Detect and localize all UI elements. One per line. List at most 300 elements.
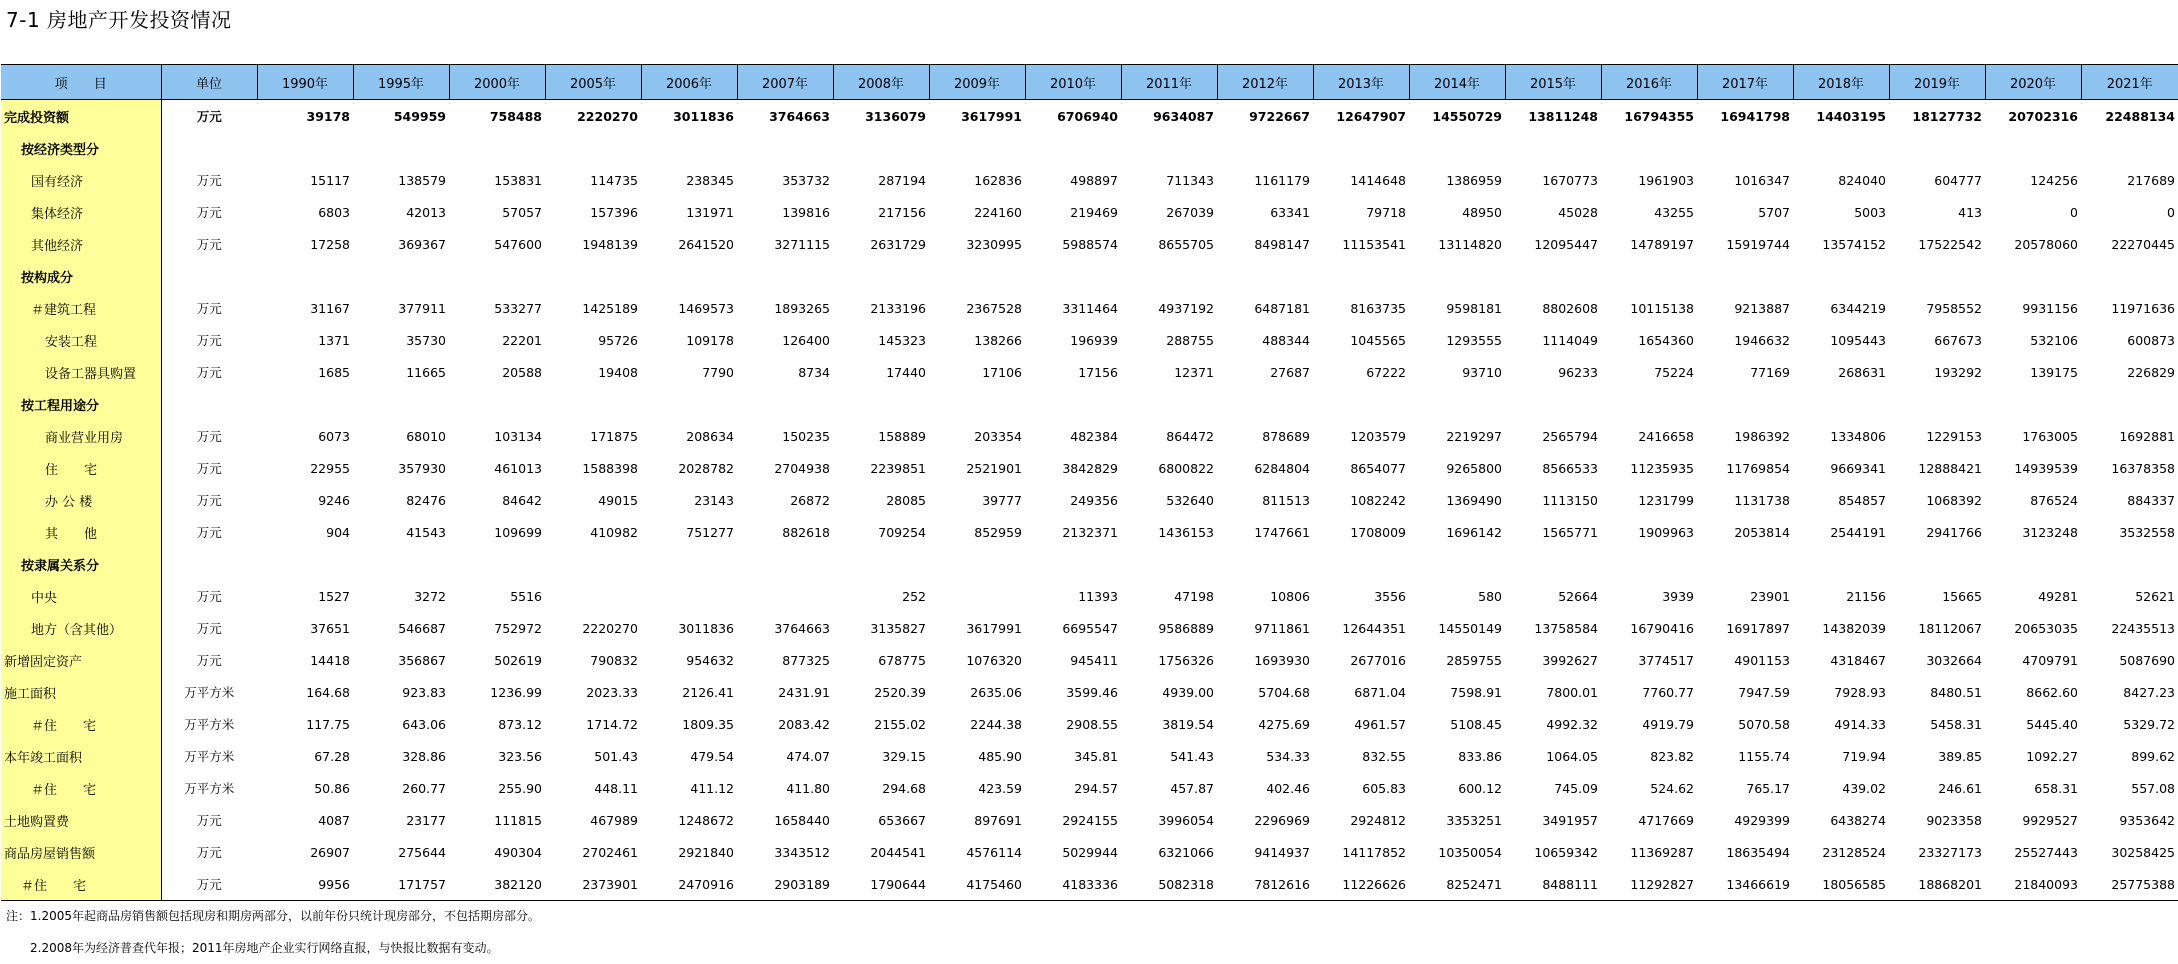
- table-cell: 2244.38: [970, 716, 1022, 732]
- row-unit: 万平方米: [184, 781, 235, 796]
- table-cell: 96233: [1558, 364, 1598, 380]
- table-cell: 39178: [306, 108, 350, 124]
- table-cell: 605.83: [1362, 780, 1406, 796]
- row-unit: 万平方米: [184, 717, 235, 732]
- table-cell: 1790644: [833, 868, 929, 901]
- table-cell: 2702461: [582, 844, 638, 860]
- table-cell: 5029944: [1062, 844, 1118, 860]
- table-cell: 1588398: [582, 460, 638, 476]
- table-cell: 79718: [1366, 204, 1406, 220]
- table-cell: 954632: [686, 652, 734, 668]
- row-label: 商品房屋销售额: [1, 836, 161, 868]
- table-cell: 811513: [1262, 492, 1310, 508]
- table-cell: 356867: [398, 652, 446, 668]
- header-year: 2009年: [929, 65, 1025, 100]
- table-cell: 11153541: [1342, 236, 1406, 252]
- header-year: 2018年: [1793, 65, 1889, 100]
- table-row: [1, 868, 2178, 901]
- table-cell: 23901: [1750, 588, 1790, 604]
- row-unit: 万元: [196, 237, 222, 252]
- table-cell: 524.62: [1650, 780, 1694, 796]
- table-cell: 14403195: [1816, 108, 1886, 124]
- table-row: [1, 260, 2178, 292]
- table-cell: 287194: [878, 172, 926, 188]
- table-cell: 1229153: [1926, 428, 1982, 444]
- table-cell: 3764663: [774, 620, 830, 636]
- table-cell: 10115138: [1630, 300, 1694, 316]
- table-cell: 23143: [694, 492, 734, 508]
- table-cell: 1161179: [1254, 172, 1310, 188]
- table-cell: 1714.72: [586, 716, 638, 732]
- header-year: 2017年: [1697, 65, 1793, 100]
- table-row: [1, 388, 2178, 420]
- table-cell: 19408: [598, 364, 638, 380]
- table-cell: [1313, 260, 1409, 292]
- table-cell: 5329.72: [2123, 716, 2175, 732]
- table-cell: 260.77: [402, 780, 446, 796]
- table-cell: [1985, 132, 2081, 164]
- table-cell: 13811248: [1528, 108, 1598, 124]
- table-cell: 3491957: [1542, 812, 1598, 828]
- table-cell: 3599.46: [1066, 684, 1118, 700]
- table-cell: 75224: [1654, 364, 1694, 380]
- table-cell: 16378358: [2111, 460, 2175, 476]
- table-cell: 9414937: [1254, 844, 1310, 860]
- table-cell: 82476: [406, 492, 446, 508]
- table-cell: 1064.05: [1546, 748, 1598, 764]
- table-cell: 2470916: [641, 868, 737, 901]
- table-cell: 479.54: [690, 748, 734, 764]
- table-cell: 1425189: [582, 300, 638, 316]
- header-year: 2019年: [1889, 65, 1985, 100]
- table-cell: 357930: [398, 460, 446, 476]
- table-cell: 31167: [310, 300, 350, 316]
- table-cell: 389.85: [1938, 748, 1982, 764]
- table-cell: 49015: [598, 492, 638, 508]
- table-cell: 2416658: [1638, 428, 1694, 444]
- table-cell: 11235935: [1630, 460, 1694, 476]
- table-row: [1, 196, 2178, 228]
- table-cell: 9722667: [1249, 108, 1310, 124]
- table-cell: 17522542: [1918, 236, 1982, 252]
- table-cell: 2903189: [737, 868, 833, 901]
- table-cell: 117.75: [306, 716, 350, 732]
- table-cell: 14418: [310, 652, 350, 668]
- row-unit: 万元: [196, 653, 222, 668]
- table-header-row: [1, 65, 2178, 100]
- table-cell: 50.86: [314, 780, 350, 796]
- table-cell: [1889, 388, 1985, 420]
- table-cell: [1025, 548, 1121, 580]
- table-cell: 488344: [1262, 332, 1310, 348]
- table-cell: 138266: [974, 332, 1022, 348]
- row-unit: 万元: [196, 813, 222, 828]
- table-cell: [737, 580, 833, 612]
- table-cell: 1747661: [1254, 524, 1310, 540]
- table-cell: 11665: [406, 364, 446, 380]
- table-cell: [353, 548, 449, 580]
- table-cell: 2296969: [1254, 812, 1310, 828]
- table-cell: 26907: [310, 844, 350, 860]
- header-year: 1995年: [353, 65, 449, 100]
- table-cell: 145323: [878, 332, 926, 348]
- table-cell: [1697, 388, 1793, 420]
- table-cell: 467989: [590, 812, 638, 828]
- table-cell: [545, 548, 641, 580]
- table-cell: 8654077: [1350, 460, 1406, 476]
- table-cell: 3353251: [1446, 812, 1502, 828]
- table-cell: 3311464: [1062, 300, 1118, 316]
- table-cell: 13574152: [1822, 236, 1886, 252]
- table-cell: 2924155: [1062, 812, 1118, 828]
- table-cell: 8252471: [1409, 868, 1505, 901]
- table-cell: 18127732: [1912, 108, 1982, 124]
- row-label: 按经济类型分: [1, 132, 161, 164]
- table-cell: 8566533: [1542, 460, 1598, 476]
- table-cell: 923.83: [402, 684, 446, 700]
- table-cell: [1121, 260, 1217, 292]
- table-cell: 678775: [878, 652, 926, 668]
- table-cell: [1697, 548, 1793, 580]
- row-label: 中央: [1, 580, 161, 612]
- table-cell: 323.56: [498, 748, 542, 764]
- row-label: 其他经济: [1, 228, 161, 260]
- table-cell: 48950: [1462, 204, 1502, 220]
- table-cell: 3272: [414, 588, 446, 604]
- table-cell: 224160: [974, 204, 1022, 220]
- table-cell: [449, 260, 545, 292]
- table-cell: 3819.54: [1162, 716, 1214, 732]
- table-cell: 18635494: [1726, 844, 1790, 860]
- table-row: [1, 132, 2178, 164]
- table-cell: 411.12: [690, 780, 734, 796]
- table-cell: [641, 132, 737, 164]
- header-year: 2011年: [1121, 65, 1217, 100]
- table-cell: 1708009: [1350, 524, 1406, 540]
- header-year: 1990年: [257, 65, 353, 100]
- row-unit: 万元: [196, 109, 222, 124]
- table-cell: 2521901: [966, 460, 1022, 476]
- table-cell: 485.90: [978, 748, 1022, 764]
- header-year: 2014年: [1409, 65, 1505, 100]
- table-cell: 2126.41: [682, 684, 734, 700]
- table-cell: 15919744: [1726, 236, 1790, 252]
- table-cell: 9598181: [1446, 300, 1502, 316]
- table-cell: 1414648: [1350, 172, 1406, 188]
- table-cell: [833, 548, 929, 580]
- table-cell: 3532558: [2119, 524, 2175, 540]
- header-year: 2007年: [737, 65, 833, 100]
- table-cell: 490304: [494, 844, 542, 860]
- table-cell: 219469: [1070, 204, 1118, 220]
- table-cell: 193292: [1934, 364, 1982, 380]
- page-title: 7-1 房地产开发投资情况: [6, 8, 232, 32]
- table-cell: 377911: [398, 300, 446, 316]
- table-cell: 11971636: [2111, 300, 2175, 316]
- table-cell: 267039: [1166, 204, 1214, 220]
- table-cell: [929, 388, 1025, 420]
- table-cell: 2677016: [1350, 652, 1406, 668]
- table-cell: 2239851: [870, 460, 926, 476]
- table-cell: 1131738: [1734, 492, 1790, 508]
- table-cell: 329.15: [882, 748, 926, 764]
- table-cell: 9246: [318, 492, 350, 508]
- table-cell: 12644351: [1342, 620, 1406, 636]
- row-unit: 万平方米: [184, 685, 235, 700]
- table-cell: 1114049: [1542, 332, 1598, 348]
- table-cell: 2635.06: [970, 684, 1022, 700]
- table-cell: 139175: [2030, 364, 2078, 380]
- table-cell: 226829: [2127, 364, 2175, 380]
- table-cell: 1248672: [678, 812, 734, 828]
- table-cell: [1697, 132, 1793, 164]
- table-cell: 2544191: [1830, 524, 1886, 540]
- table-cell: 852959: [974, 524, 1022, 540]
- table-cell: 67222: [1366, 364, 1406, 380]
- table-cell: 16917897: [1726, 620, 1790, 636]
- table-cell: [1409, 132, 1505, 164]
- table-cell: 14789197: [1630, 236, 1694, 252]
- table-cell: 1082242: [1350, 492, 1406, 508]
- table-cell: [1025, 132, 1121, 164]
- table-cell: 7800.01: [1546, 684, 1598, 700]
- table-cell: 138579: [398, 172, 446, 188]
- table-cell: 1076320: [966, 652, 1022, 668]
- table-cell: 4939.00: [1162, 684, 1214, 700]
- table-cell: 9213887: [1734, 300, 1790, 316]
- table-cell: 4914.33: [1834, 716, 1886, 732]
- table-cell: 5082318: [1121, 868, 1217, 901]
- table-cell: 534.33: [1266, 748, 1310, 764]
- table-cell: [737, 260, 833, 292]
- table-cell: 353732: [782, 172, 830, 188]
- table-cell: 131971: [686, 204, 734, 220]
- table-cell: 23128524: [1822, 844, 1886, 860]
- table-cell: 3011836: [678, 620, 734, 636]
- table-cell: 6073: [318, 428, 350, 444]
- table-cell: 5458.31: [1930, 716, 1982, 732]
- table-cell: [1313, 548, 1409, 580]
- table-cell: [1217, 388, 1313, 420]
- table-cell: [641, 260, 737, 292]
- table-cell: 6321066: [1158, 844, 1214, 860]
- table-cell: 502619: [494, 652, 542, 668]
- table-cell: 1961903: [1638, 172, 1694, 188]
- table-cell: 111815: [494, 812, 542, 828]
- table-row: [1, 100, 2178, 133]
- table-cell: [257, 260, 353, 292]
- table-cell: 18112067: [1918, 620, 1982, 636]
- header-year: 2016年: [1601, 65, 1697, 100]
- table-cell: 3842829: [1062, 460, 1118, 476]
- table-cell: 600.12: [1458, 780, 1502, 796]
- row-label: 商业营业用房: [1, 420, 161, 452]
- table-cell: 752972: [494, 620, 542, 636]
- table-cell: 711343: [1166, 172, 1214, 188]
- table-cell: 532640: [1166, 492, 1214, 508]
- table-cell: 2023.33: [586, 684, 638, 700]
- table-row: [1, 324, 2178, 356]
- table-cell: 402.46: [1266, 780, 1310, 796]
- table-cell: [1985, 260, 2081, 292]
- table-cell: 439.02: [1842, 780, 1886, 796]
- table-cell: 42013: [406, 204, 446, 220]
- table-cell: [1121, 388, 1217, 420]
- row-unit: 万元: [196, 365, 222, 380]
- table-cell: 533277: [494, 300, 542, 316]
- table-cell: 4937192: [1158, 300, 1214, 316]
- table-cell: 10350054: [1438, 844, 1502, 860]
- table-cell: 328.86: [402, 748, 446, 764]
- table-cell: 8802608: [1542, 300, 1598, 316]
- table-cell: 4919.79: [1642, 716, 1694, 732]
- table-cell: 873.12: [498, 716, 542, 732]
- table-cell: 4709791: [2022, 652, 2078, 668]
- table-cell: 95726: [598, 332, 638, 348]
- table-cell: 4275.69: [1258, 716, 1310, 732]
- table-body: [1, 100, 2178, 901]
- table-cell: 12095447: [1534, 236, 1598, 252]
- table-cell: 2859755: [1446, 652, 1502, 668]
- table-cell: 7790: [702, 364, 734, 380]
- table-cell: 4087: [318, 812, 350, 828]
- footnote-2: 2.2008年为经济普查代年报；2011年房地产企业实行网络直报，与快报比数据有变动。: [6, 941, 499, 955]
- table-cell: 9353642: [2119, 812, 2175, 828]
- table-cell: [353, 132, 449, 164]
- table-cell: 878689: [1262, 428, 1310, 444]
- table-cell: [1793, 388, 1889, 420]
- table-cell: 12371: [1174, 364, 1214, 380]
- table-cell: [1505, 548, 1601, 580]
- table-cell: 3764663: [769, 108, 830, 124]
- table-cell: [641, 388, 737, 420]
- table-cell: 2044541: [870, 844, 926, 860]
- table-cell: 1685: [318, 364, 350, 380]
- table-row: [1, 356, 2178, 388]
- row-label: 设备工器具购置: [1, 356, 161, 388]
- table-cell: 3343512: [774, 844, 830, 860]
- table-row: [1, 580, 2178, 612]
- table-cell: 6438274: [1830, 812, 1886, 828]
- table-cell: [1697, 260, 1793, 292]
- table-cell: [1601, 132, 1697, 164]
- table-cell: 3271115: [774, 236, 830, 252]
- table-cell: 153831: [494, 172, 542, 188]
- table-cell: [1217, 132, 1313, 164]
- table-cell: 5108.45: [1450, 716, 1502, 732]
- table-cell: 3774517: [1638, 652, 1694, 668]
- table-cell: 1565771: [1542, 524, 1598, 540]
- row-label: 完成投资额: [1, 100, 161, 133]
- table-cell: 164.68: [306, 684, 350, 700]
- table-cell: 7947.59: [1738, 684, 1790, 700]
- table-cell: 2908.55: [1066, 716, 1118, 732]
- table-cell: 3123248: [2022, 524, 2078, 540]
- table-cell: 876524: [2030, 492, 2078, 508]
- table-cell: 9265800: [1446, 460, 1502, 476]
- table-cell: 9586889: [1158, 620, 1214, 636]
- row-unit: [161, 132, 257, 164]
- table-cell: 8488111: [1505, 868, 1601, 901]
- table-row: [1, 164, 2178, 196]
- row-label: 施工面积: [1, 676, 161, 708]
- table-cell: 18056585: [1793, 868, 1889, 901]
- table-cell: 217156: [878, 204, 926, 220]
- table-cell: [545, 388, 641, 420]
- table-cell: [929, 580, 1025, 612]
- row-label: 地方（含其他）: [1, 612, 161, 644]
- table-cell: 2053814: [1734, 524, 1790, 540]
- table-cell: [1601, 548, 1697, 580]
- table-cell: 8498147: [1254, 236, 1310, 252]
- table-cell: 9931156: [2022, 300, 2078, 316]
- table-cell: 2219297: [1446, 428, 1502, 444]
- table-cell: 4961.57: [1354, 716, 1406, 732]
- table-cell: [353, 388, 449, 420]
- table-cell: 13758584: [1534, 620, 1598, 636]
- table-cell: 249356: [1070, 492, 1118, 508]
- table-cell: 10659342: [1534, 844, 1598, 860]
- table-cell: 3011836: [673, 108, 734, 124]
- table-cell: 5087690: [2119, 652, 2175, 668]
- table-cell: 1670773: [1542, 172, 1598, 188]
- table-cell: 482384: [1070, 428, 1118, 444]
- table-cell: 658.31: [2034, 780, 2078, 796]
- table-cell: 20588: [502, 364, 542, 380]
- row-unit: [161, 260, 257, 292]
- table-cell: 345.81: [1074, 748, 1118, 764]
- table-cell: 20578060: [2014, 236, 2078, 252]
- table-cell: 3032664: [1926, 652, 1982, 668]
- table-cell: 9711861: [1254, 620, 1310, 636]
- table-cell: 1016347: [1734, 172, 1790, 188]
- table-cell: [1793, 260, 1889, 292]
- table-cell: 824040: [1838, 172, 1886, 188]
- table-cell: 2028782: [678, 460, 734, 476]
- table-cell: 1369490: [1446, 492, 1502, 508]
- table-cell: 6800822: [1158, 460, 1214, 476]
- footnotes: [6, 900, 540, 964]
- table-cell: 9956: [257, 868, 353, 901]
- table-cell: 35730: [406, 332, 446, 348]
- table-row: [1, 740, 2178, 772]
- table-cell: 498897: [1070, 172, 1118, 188]
- table-cell: 2941766: [1926, 524, 1982, 540]
- header-year: 2005年: [545, 65, 641, 100]
- table-cell: 5516: [510, 588, 542, 604]
- table-cell: 52664: [1558, 588, 1598, 604]
- table-cell: 719.94: [1842, 748, 1886, 764]
- table-cell: [1505, 260, 1601, 292]
- table-cell: 15665: [1942, 588, 1982, 604]
- table-cell: 11769854: [1726, 460, 1790, 476]
- table-cell: 3617991: [966, 620, 1022, 636]
- table-cell: 9929527: [2022, 812, 2078, 828]
- header-year: 2015年: [1505, 65, 1601, 100]
- table-cell: 1527: [318, 588, 350, 604]
- table-cell: 877325: [782, 652, 830, 668]
- table-cell: 5445.40: [2026, 716, 2078, 732]
- table-cell: 1371: [318, 332, 350, 348]
- table-cell: 22201: [502, 332, 542, 348]
- table-cell: 238345: [686, 172, 734, 188]
- table-cell: 2373901: [545, 868, 641, 901]
- table-cell: 22435513: [2111, 620, 2175, 636]
- table-cell: 217689: [2127, 172, 2175, 188]
- table-cell: 1155.74: [1738, 748, 1790, 764]
- table-cell: 643.06: [402, 716, 446, 732]
- table-cell: 11369287: [1630, 844, 1694, 860]
